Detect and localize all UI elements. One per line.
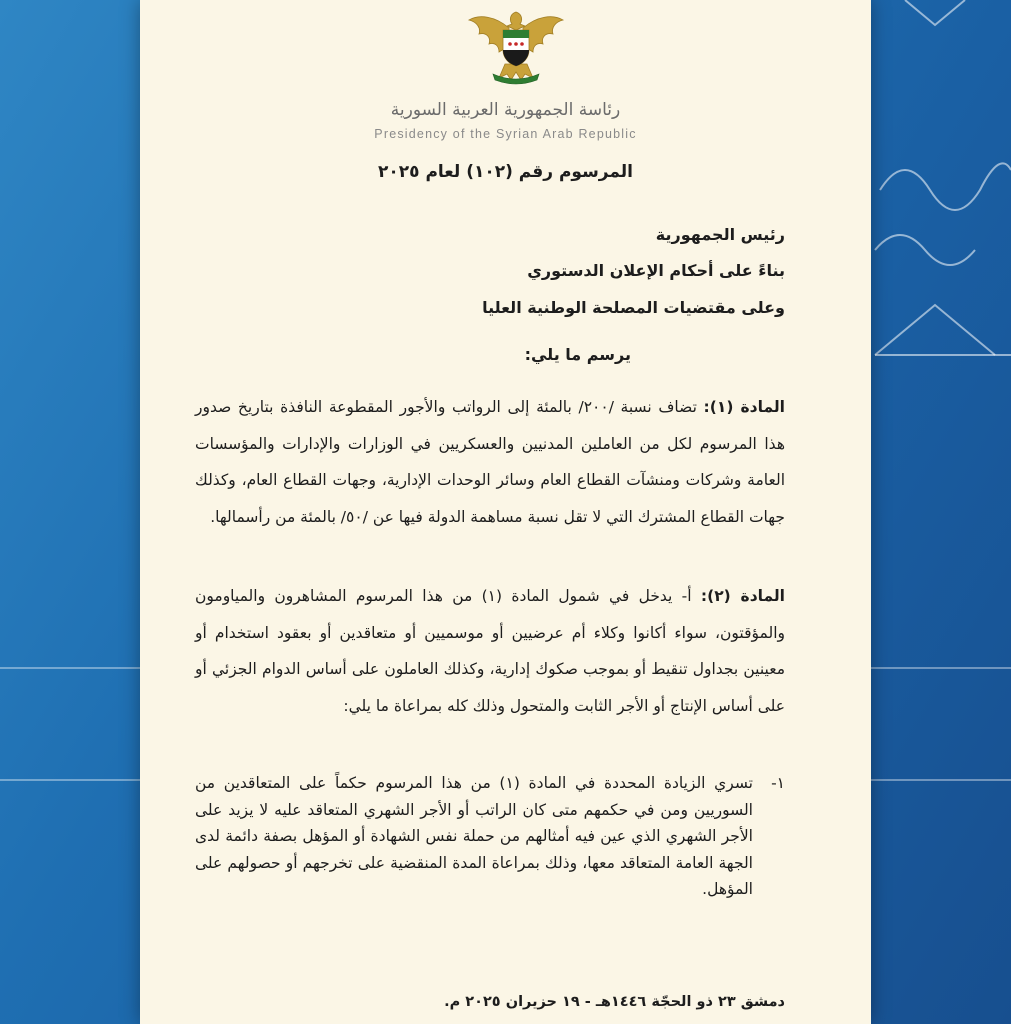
list-item: [195, 770, 785, 903]
list-item-text: تسري الزيادة المحددة في المادة (١) من هذا المرسوم حكماً على المتعاقدين من السوريين ومن في حكمهم متى كان الراتب أو الأجر الشهري المتعاقد عليه لا يزيد على الأجر الشهري الذي عين فيه أمثالهم من حملة نفس الشهادة أو المؤهل بصفة دائمة لدى الجهة العامة المتعاقد معها، وذلك بمراعاة المدة المنقضية على تخرجهم أو حصولهم على المؤهل.: [195, 774, 753, 898]
preamble-line-national-interest: وعلى مقتضيات المصلحة الوطنية العليا: [482, 298, 785, 317]
article-2-label: المادة (٢):: [700, 587, 785, 605]
article-1-text: تضاف نسبة /٢٠٠/ بالمئة إلى الرواتب والأجور المقطوعة النافذة بتاريخ صدور هذا المرسوم لكل من العاملين المدنيين والعسكريين في الوزارات والإدارات والمؤسسات العامة وشركات ومنشآت القطاع العام وسائر الوحدات الإدارية، وجهات القطاع العام، وكذلك جهات القطاع المشترك التي لا تقل نسبة مساهمة الدولة فيها عن /٥٠/ بالمئة من رأسمالها.: [195, 398, 785, 526]
preamble-line-constitution: بناءً على أحكام الإعلان الدستوري: [527, 261, 785, 280]
syrian-eagle-emblem-icon: [465, 6, 567, 88]
article-1: [195, 389, 785, 535]
article-2: [195, 578, 785, 724]
list-item-number: ١-: [771, 774, 785, 792]
decree-date-footer: دمشق ٢٣ ذو الحجّة ١٤٤٦هـ - ١٩ حزيران ٢٠٢٥ م.: [444, 994, 785, 1010]
decree-title: المرسوم رقم (١٠٢) لعام ٢٠٢٥: [378, 162, 633, 182]
decree-document: [140, 0, 871, 1024]
article-2-text: أ- يدخل في شمول المادة (١) من هذا المرسوم المشاهرون والمياومون والمؤقتون، سواء أكانوا وكلاء أم عرضيين أو موسميين أو متعاقدين أو بعقود استخدام أو معينين بجداول تنقيط أو بموجب صكوك إدارية، وكذلك العاملون على أساس الدوام الجزئي أو على أساس الإنتاج أو الأجر الثابت والمتحول وذلك كله بمراعاة ما يلي:: [195, 587, 785, 715]
presidency-name-arabic: رئاسة الجمهورية العربية السورية: [390, 100, 621, 120]
decrees-line: يرسم ما يلي:: [524, 345, 631, 364]
presidency-name-english: Presidency of the Syrian Arab Republic: [374, 127, 637, 141]
preamble-line-president: رئيس الجمهورية: [655, 225, 785, 244]
article-1-label: المادة (١):: [703, 398, 785, 416]
